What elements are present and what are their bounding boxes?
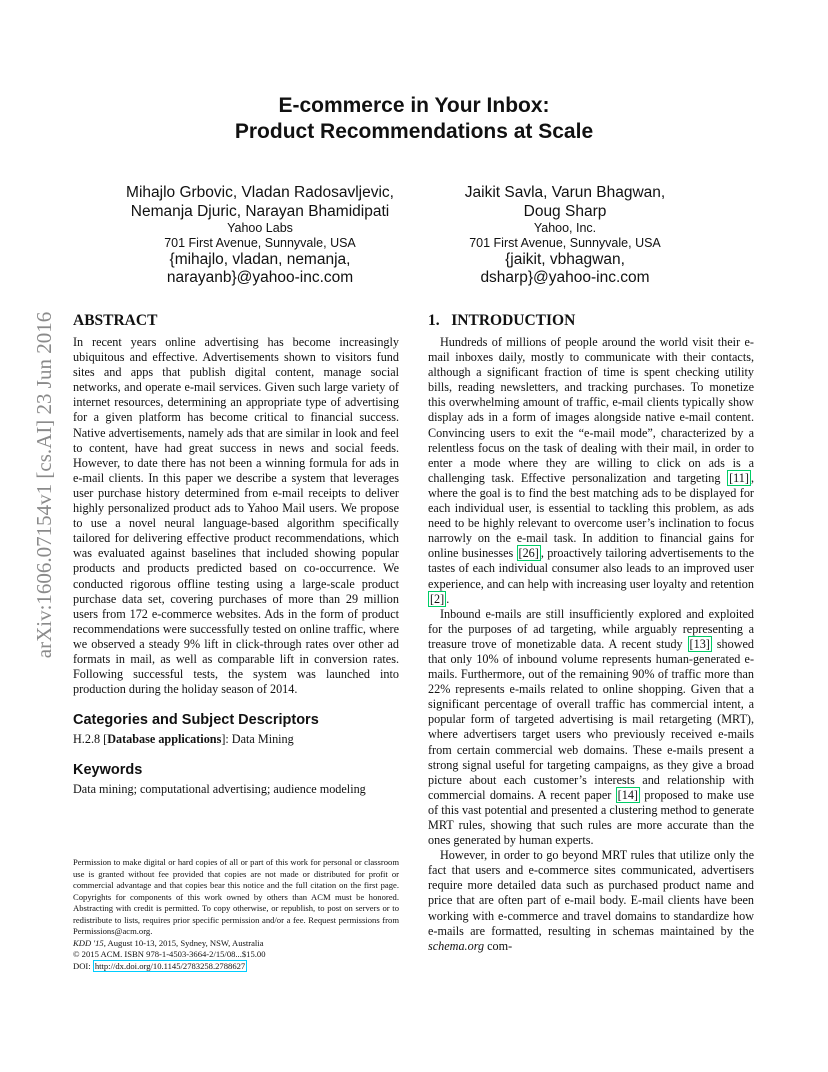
conference-line: KDD '15, August 10-13, 2015, Sydney, NSW, Australia — [73, 937, 264, 948]
title-line-2: Product Recommendations at Scale — [234, 120, 594, 143]
introduction-heading: 1. INTRODUCTION — [428, 312, 576, 329]
author-organization: Yahoo, Inc. — [533, 221, 597, 235]
author-email-line-1: {jaikit, vbhagwan, — [505, 251, 625, 268]
author-organization: Yahoo Labs — [227, 221, 293, 235]
paper-title — [0, 93, 828, 145]
intro-paragraph-1: Hundreds of millions of people around the world visit their e-mail inboxes daily, mostly to communicate with their contacts, although a significant fraction of time is spent checking utility bills, reading newsletters, and tracking purchases. To monetize this overwhelming amount of traffic, e-mail clients typically show display ads in a form of images alongside native e-mail content. Convincing users to exit the “e-mail mode”, characterized by a relentless focus on the task of dealing with their mail, in order to enter a mode where they are willing to click on ads is a challenging task. Effective personalization and targeting [11] , where the goal is to find the best matching ads to be displayed for each individual user, is essential to tackling this problem, as ads need to be highly relevant to overcome user’s inclination to focus narrowly on the e-mail task. In addition to financial gains for online businesses [26] , proactively tailoring advertisements to the tastes of each individual consumer also leads to an improved user experience, and can help with increasing user loyalty and retention [2] . — [428, 335, 754, 606]
intro-paragraph-2: Inbound e-mails are still insufficiently explored and exploited for the purposes of ad targeting, while arguably representing a treasure trove of monetizable data. A recent study [13] showed that only 10% of inbound volume represents human-generated e-mails. Furthermore, out of the remaining 90% of traffic more than 22% represents e-mails related to online shopping. Given that a significant percentage of overall traffic has commercial intent, a popular form of targeted advertising is mail retargeting (MRT), where advertisers target users who previously received e-mails from certain commercial web domains. These e-mails present a strong signal useful for targeting campaigns, as they give a broad picture about each customer’s interests and relationship with commercial domains. A recent paper [14] proposed to make use of this vast potential and presented a clustering method to generate MRT rules, showing that such rules are more accurate than the ones generated by human experts. — [428, 606, 754, 848]
abstract-text: In recent years online advertising has become increasingly ubiquitous and effective. Advertisements shown to visitors fund sites and apps that publish digital content, manage social networks, and operate e-mail services. Given such large variety of internet resources, determining an appropriate type of advertising for a given platform has become critical to financial success. Native advertisements, namely ads that are similar in look and feel to content, have had great success in news and social feeds. However, to date there has not been a winning formula for ads in e-mail clients. In this paper we describe a system that leverages user purchase history determined from e-mail receipts to deliver highly personalized product ads to Yahoo Mail users. We propose to use a novel neural language-based algorithm specifically tailored for delivering effective product recommendations, which was evaluated against baselines that included showing popular products and products predicted based on co-occurrence. We conducted rigorous offline testing using a large-scale product purchase data set, covering purchases of more than 29 million users from 172 e-commerce websites. Ads in the form of product recommendations were successfully tested on online traffic, where we observed a steady 9% lift in click-through rates over other ad formats in mail, as well as comparable lift in conversion rates. Following successful tests, the system was launched into production during the holiday season of 2014. — [73, 335, 399, 697]
citation-link-11[interactable]: [11] — [729, 470, 749, 485]
citation-link-13[interactable]: [13] — [689, 636, 710, 651]
abstract-heading: ABSTRACT — [73, 312, 158, 329]
citation-link-26[interactable]: [26] — [518, 546, 539, 561]
arxiv-identifier-stamp: arXiv:1606.07154v1 [cs.AI] 23 Jun 2016 — [32, 311, 56, 659]
permission-notice — [73, 857, 399, 972]
right-column — [428, 311, 754, 954]
title-line-1: E-commerce in Your Inbox: — [278, 94, 550, 117]
author-address: 701 First Avenue, Sunnyvale, USA — [164, 236, 356, 250]
author-address: 701 First Avenue, Sunnyvale, USA — [469, 236, 661, 250]
author-names-line-1: Mihajlo Grbovic, Vladan Radosavljevic, — [126, 184, 394, 201]
left-column — [73, 311, 399, 797]
citation-link-2[interactable]: [2] — [430, 591, 445, 606]
permission-text: Permission to make digital or hard copies of all or part of this work for personal or classroom use is granted without fee provided that copies are not made or distributed for profit or commercial advantage and that copies bear this notice and the full citation on the first page. Copyrights for components of this work owned by others than ACM must be honored. Abstracting with credit is permitted. To copy otherwise, or republish, to post on servers or to redistribute to lists, requires prior specific permission and/or a fee. Request permissions from Permissions@acm.org. — [73, 857, 399, 936]
author-names-line-1: Jaikit Savla, Varun Bhagwan, — [464, 184, 666, 201]
author-block-yahoo-inc — [420, 183, 710, 287]
author-names-line-2: Doug Sharp — [523, 203, 607, 220]
schema-org-term: schema.org — [428, 938, 485, 953]
categories-bold-term: Database applications — [107, 732, 222, 747]
citation-link-14[interactable]: [14] — [617, 787, 638, 802]
doi-link[interactable]: http://dx.doi.org/10.1145/2783258.2788627 — [94, 960, 246, 971]
copyright-line: © 2015 ACM. ISBN 978-1-4503-3664-2/15/08...$15.00 — [73, 949, 266, 959]
author-names-line-2: Nemanja Djuric, Narayan Bhamidipati — [130, 203, 390, 220]
doi-line: DOI: http://dx.doi.org/10.1145/2783258.2788627 — [73, 960, 246, 971]
categories-heading: Categories and Subject Descriptors — [73, 712, 319, 729]
author-email-line-1: {mihajlo, vladan, nemanja, — [169, 251, 351, 268]
author-block-yahoo-labs — [100, 183, 420, 287]
intro-paragraph-3: However, in order to go beyond MRT rules that utilize only the fact that users and e-commerce sites communicated, advertisers require more detailed data such as purchased product name and price that are often part of e-mail body. E-mail clients have been working with e-commerce and travel domains to standardize how e-mails are formatted, resulting in schemas maintained by the schema.org com- — [428, 848, 754, 953]
author-email-line-2: narayanb}@yahoo-inc.com — [166, 269, 354, 286]
categories-text: H.2.8 [Database applications]: Data Mining — [73, 732, 294, 747]
keywords-text: Data mining; computational advertising; audience modeling — [73, 782, 366, 797]
keywords-heading: Keywords — [73, 762, 143, 779]
author-email-line-2: dsharp}@yahoo-inc.com — [480, 269, 650, 286]
